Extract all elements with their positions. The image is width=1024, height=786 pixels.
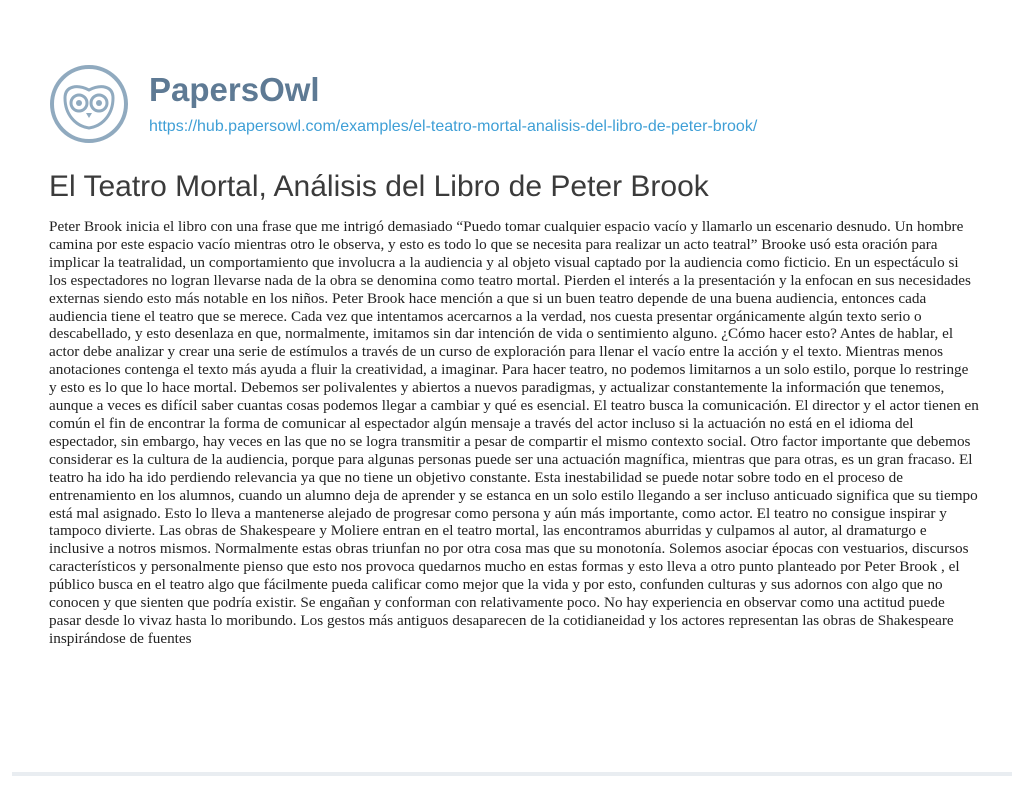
- page-url-link[interactable]: https://hub.papersowl.com/examples/el-teatro-mortal-analisis-del-libro-de-peter-brook/: [149, 118, 758, 135]
- brand-name[interactable]: PapersOwl: [149, 71, 320, 108]
- article-body: Peter Brook inicia el libro con una frase que me intrigó demasiado “Puedo tomar cualquier espacio vacío y llamarlo un escenario desnudo. Un hombre camina por este espacio vacío mientras otro le observa, y esto es todo lo que se necesita para realizar un acto teatral” Brooke usó esta oración para implicar la teatralidad, un comportamiento que involucra a la audiencia y al objeto visual captado por la audiencia como ficticio. En un espectáculo si los espectadores no logran llevarse nada de la obra se denomina como teatro mortal. Pierden el interés a la presentación y la enfocan en sus necesidades externas siendo esto más notable en los niños. Peter Brook hace mención a que si un buen teatro depende de una buena audiencia, entonces cada audiencia tiene el teatro que se merece. Cada vez que intentamos acercarnos a la verdad, nos cuesta presentar orgánicamente algún texto serio o descabellado, y esto desenlaza en que, normalmente, imitamos sin dar intención de vida o sentimiento alguno. ¿Cómo hacer esto? Antes de hablar, el actor debe analizar y crear una serie de estímulos a través de un curso de exploración para llenar el vacío entre la acción y el texto. Mientras menos anotaciones contenga el texto más ayuda a fluir la creatividad, a imaginar. Para hacer teatro, no podemos limitarnos a un solo estilo, porque lo restringe y esto es lo que lo hace mortal. Debemos ser polivalentes y abiertos a nuevos paradigmas, y actualizar constantemente la información que tenemos, aunque a veces es difícil saber cuantas cosas podemos llegar a cambiar y qué es esencial. El teatro busca la comunicación. El director y el actor tienen en común el fin de encontrar la forma de comunicar al espectador algún mensaje a través del actor incluso si la actuación no está en el idioma del espectador, sin embargo, hay veces en las que no se logra transmitir a pesar de compartir el mismo contexto social. Otro factor importante que debemos considerar es la cultura de la audiencia, porque para algunas personas puede ser una actuación magnífica, mientras que para otras, es un gran fracaso. El teatro ha ido ha ido perdiendo relevancia ya que no tiene un objetivo constante. Esta inestabilidad se puede notar sobre todo en el proceso de entrenamiento en los alumnos, cuando un alumno deja de aprender y se estanca en un solo estilo llegando a ser incluso anticuado significa que su tiempo está mal asignado. Esto lo lleva a mantenerse alejado de progresar como persona y aún más importante, como actor. El teatro no consigue inspirar y tampoco divierte. Las obras de Shakespeare y Moliere entran en el teatro mortal, las encontramos aburridas y culpamos al autor, al dramaturgo e inclusive a notros mismos. Normalmente estas obras triunfan no por otra cosa mas que su monotonía. Solemos asociar épocas con vestuarios, discursos característicos y personalmente pienso que esto nos provoca quedarnos mucho en estas formas y esto lleva a otro punto planteado por Peter Brook , el público busca en el teatro algo que fácilmente pueda calificar como mejor que la vida y por esto, confunden culturas y sus adornos con algo que no conocen y que sienten que podría existir. Se engañan y conforman con relativamente poco. No hay experiencia en observar como una actitud puede pasar desde lo vivaz hasta lo moribundo. Los gestos más antiguos desaparecen de la cotidianeidad y los actores representan las obras de Shakespeare inspirándose de fuentes: [49, 218, 979, 647]
- page-title: El Teatro Mortal, Análisis del Libro de Peter Brook: [49, 170, 709, 203]
- brand-block: [149, 71, 757, 137]
- footer-divider: [12, 772, 1012, 776]
- site-header: [49, 64, 757, 144]
- owl-logo-icon[interactable]: [49, 64, 129, 144]
